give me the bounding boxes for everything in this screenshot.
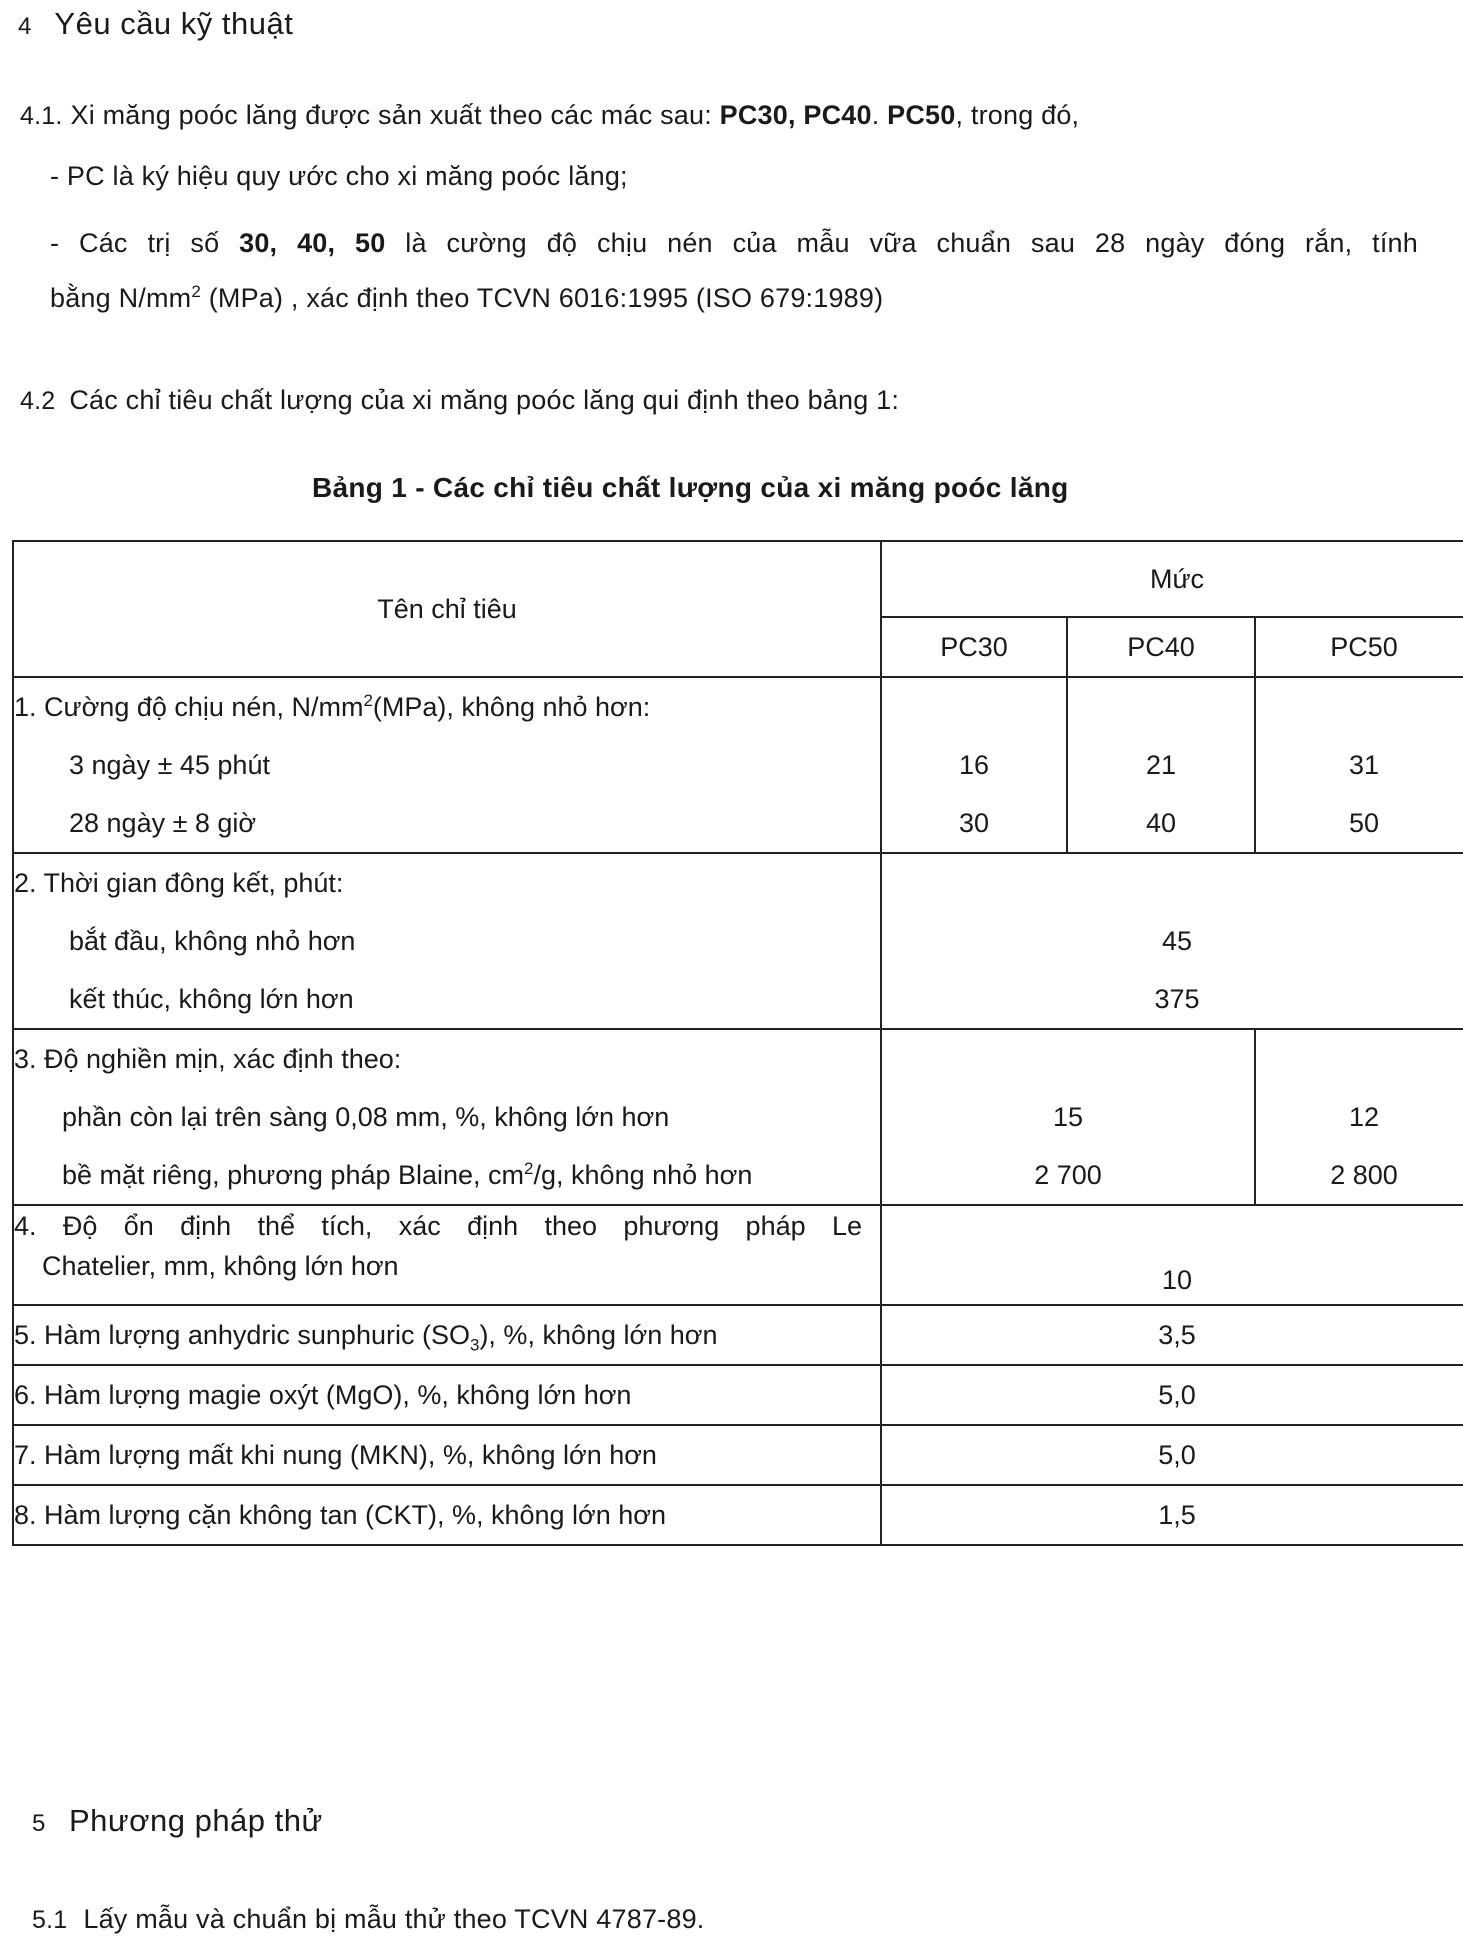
section-number: 5 — [32, 1810, 46, 1837]
row4-criteria — [13, 1205, 881, 1305]
row2-value-end: 375 — [1154, 984, 1200, 1014]
bullet-strength-values-line2 — [50, 283, 883, 314]
row3-sub-blaine-text: bề mặt riêng, phương pháp Blaine, cm — [62, 1160, 525, 1190]
section-5-heading — [32, 1803, 323, 1839]
row2-sub-end: kết thúc, không lớn hơn — [69, 984, 354, 1014]
row5-title-tail: ), %, không lớn hơn — [479, 1320, 718, 1350]
section-title: Phương pháp thử — [68, 1803, 323, 1838]
row8-value: 1,5 — [881, 1485, 1463, 1545]
row1-title-text: 1. Cường độ chịu nén, N/mm — [14, 692, 364, 722]
row2-title: 2. Thời gian đông kết, phút: — [14, 868, 344, 898]
section-4-heading — [18, 6, 293, 42]
paragraph-4-1 — [20, 100, 1079, 131]
row3-pc30-pc40-blaine: 2 700 — [1034, 1160, 1102, 1190]
row3-pc50 — [1255, 1029, 1463, 1205]
row1-pc50-3d: 31 — [1348, 750, 1380, 780]
row8-criteria: 8. Hàm lượng cặn không tan (CKT), %, không lớn hơn — [13, 1485, 881, 1545]
row3-sub-sieve: phần còn lại trên sàng 0,08 mm, %, không lớn hơn — [62, 1102, 670, 1132]
row1-title-sup: 2 — [363, 691, 373, 710]
row2-criteria — [13, 853, 881, 1029]
header-grade-pc30: PC30 — [881, 617, 1067, 677]
standard-reference: (MPa) , xác định theo TCVN 6016:1995 (ISO 679:1989) — [201, 283, 884, 313]
bullet-text-post: là cường độ chịu nén của mẫu vữa chuẩn sau 28 ngày đóng rắn, tính — [385, 228, 1418, 258]
row1-pc40-28d: 40 — [1145, 808, 1177, 838]
bullet-strength-values — [50, 228, 1418, 259]
row3-pc50-sieve: 12 — [1348, 1102, 1380, 1132]
header-level: Mức — [881, 541, 1463, 617]
row3-criteria — [13, 1029, 881, 1205]
row5-value: 3,5 — [881, 1305, 1463, 1365]
row1-pc40 — [1067, 677, 1255, 853]
row6-criteria: 6. Hàm lượng magie oxýt (MgO), %, không lớn hơn — [13, 1365, 881, 1425]
row3-pc30-pc40-sieve: 15 — [1052, 1102, 1084, 1132]
paragraph-4-2 — [20, 385, 899, 416]
row1-title — [14, 678, 880, 736]
paragraph-text: Lấy mẫu và chuẩn bị mẫu thử theo TCVN 4787-89. — [83, 1904, 705, 1934]
row3-sub-blaine — [14, 1146, 880, 1204]
row1-pc50-28d: 50 — [1348, 808, 1380, 838]
header-grade-pc50: PC50 — [1255, 617, 1463, 677]
row2-values — [881, 853, 1463, 1029]
table-row — [13, 1205, 1463, 1305]
row5-criteria — [13, 1305, 881, 1365]
quality-table — [12, 540, 1463, 1546]
row3-pc30-pc40 — [881, 1029, 1255, 1205]
row7-criteria: 7. Hàm lượng mất khi nung (MKN), %, không lớn hơn — [13, 1425, 881, 1485]
table-caption: Bảng 1 - Các chỉ tiêu chất lượng của xi măng poóc lăng — [312, 472, 1069, 503]
paragraph-text: Xi măng poóc lăng được sản xuất theo các mác sau: — [70, 100, 720, 130]
paragraph-number: 4.2 — [20, 387, 56, 415]
table-row — [13, 1425, 1463, 1485]
bullet-pc-definition: - PC là ký hiệu quy ước cho xi măng poóc lăng; — [50, 161, 628, 191]
table-row — [13, 1029, 1463, 1205]
row3-title: 3. Độ nghiền mịn, xác định theo: — [14, 1044, 402, 1074]
row1-pc30-28d: 30 — [958, 808, 990, 838]
row2-value-start: 45 — [1161, 926, 1193, 956]
row5-title-text: 5. Hàm lượng anhydric sunphuric (SO — [14, 1320, 470, 1350]
row3-sub-blaine-tail: /g, không nhỏ hơn — [533, 1160, 753, 1190]
bullet-text-pre: - Các trị số — [50, 228, 240, 258]
row1-sub-28-days: 28 ngày ± 8 giờ — [69, 808, 257, 838]
row1-pc40-3d: 21 — [1145, 750, 1177, 780]
paragraph-number: 4.1. — [20, 102, 63, 130]
table-row — [13, 1485, 1463, 1545]
paragraph-text: Các chỉ tiêu chất lượng của xi măng poóc lăng qui định theo bảng 1: — [69, 385, 900, 415]
row1-title-tail: (MPa), không nhỏ hơn: — [372, 692, 651, 722]
section-title: Yêu cầu kỹ thuật — [54, 6, 294, 41]
grade-list: PC30, PC40 — [719, 100, 872, 130]
row3-pc50-blaine: 2 800 — [1330, 1160, 1398, 1190]
row6-value: 5,0 — [881, 1365, 1463, 1425]
table-row — [13, 677, 1463, 853]
paragraph-number: 5.1 — [32, 1906, 68, 1934]
row1-pc30-3d: 16 — [958, 750, 990, 780]
row1-pc50 — [1255, 677, 1463, 853]
paragraph-5-1 — [32, 1904, 705, 1935]
row1-sub-3-days: 3 ngày ± 45 phút — [69, 750, 270, 780]
row4-value: 10 — [881, 1205, 1463, 1305]
section-number: 4 — [18, 13, 32, 40]
row2-sub-start: bắt đầu, không nhỏ hơn — [69, 926, 356, 956]
strength-numbers: 30, 40, 50 — [239, 228, 386, 258]
table-header-row — [13, 541, 1463, 617]
table-row — [13, 1305, 1463, 1365]
header-criteria: Tên chỉ tiêu — [13, 541, 881, 677]
table-row — [13, 853, 1463, 1029]
unit-text: bằng N/mm — [50, 283, 192, 313]
grade-separator: . — [871, 100, 888, 130]
paragraph-tail: , trong đó, — [955, 100, 1080, 130]
unit-superscript: 2 — [191, 282, 202, 301]
row1-pc30 — [881, 677, 1067, 853]
row4-line1: 4. Độ ổn định thể tích, xác định theo phương pháp Le — [14, 1211, 862, 1241]
grade-pc50: PC50 — [887, 100, 956, 130]
row4-line2: Chatelier, mm, không lớn hơn — [42, 1251, 399, 1281]
row1-criteria — [13, 677, 881, 853]
header-grade-pc40: PC40 — [1067, 617, 1255, 677]
row7-value: 5,0 — [881, 1425, 1463, 1485]
table-row — [13, 1365, 1463, 1425]
row3-sub-blaine-sup: 2 — [524, 1159, 534, 1178]
row5-title-sub: 3 — [469, 1335, 480, 1355]
